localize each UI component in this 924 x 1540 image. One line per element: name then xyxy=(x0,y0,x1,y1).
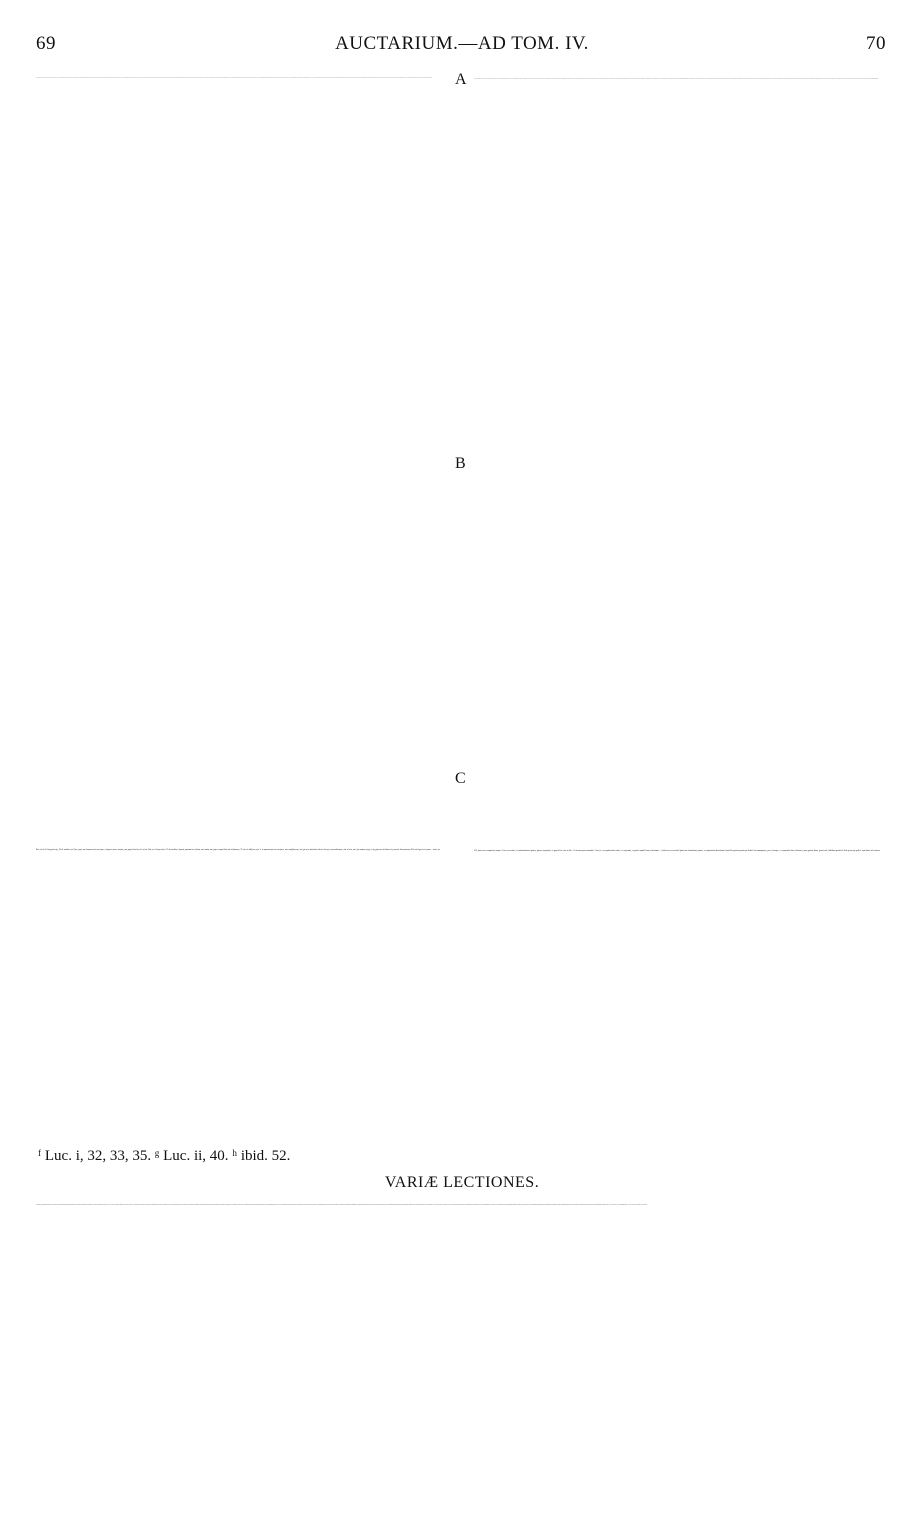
greek-column-continuation: Καὶ νῦν δὲ ὁ Εὐαγγελιστής, Τὸ δὲ παιδίον ηὔ- ξανε, φησί, καὶ ἐκραταιοῦτο πνεύματι, πληρού- μενον σοφίας· καὶ χάρις Θεοῦ ἦν ἐπ' αὐτῷ⁵. Καὶ μετ' ὀλίγα πάλιν· Τὸ δὲ παιδίον⁶ Ἰησοῦς προέκοπτεν ἡλικίᾳ, καὶ σοφίᾳ, καὶ χάριτι παρὰ Θεῷ καὶ ἀνθρώποις. Τί οὖν τὸ αὐξάνον, καὶ τί τὸ κραταιούμενον πνεύματι, καὶ σοφιζόμενον, καὶ χά- ριτι ἀπολαῦον Θεοῦ; θεότης ἡ παντοδύναμος, καὶ τελεία, καὶ τῆς σοφίας πηγὴ, ἡ τῆς χάριτος τὰ δῶρα τοῖς πιστοῖς διανέμουσα; Ἀλλ' οὐκ ἔχον ἐστὶ φύσιν ⁷ τοῦτό γε. xyxy=(36,850,441,851)
page-number-right: 70 xyxy=(866,33,886,54)
greek-column-main xyxy=(36,68,432,91)
page-number-left: 69 xyxy=(36,33,56,54)
running-title: AUCTARIUM.—AD TOM. IV. xyxy=(335,33,589,54)
footnotes: ᶠ Luc. i, 32, 33, 35. ᵍ Luc. ii, 40. ʰ ibid. 52. xyxy=(38,1148,291,1164)
variae-lectiones-text: legebantur. Quæ cum non responderent textui Græco, aliam in ejus locum substituimus interpretationem. Mercatoris vero textum hoc loco subjungere et ex editione Garnerii supplere visum est. « Sed et Gabriel, evangelizans Virgini, sicut Lucas beatus exponit : Ecce, inquit, in utero concipies, et paries Filium, et vocabis nomen ejus Jesum. Hic erit magnus, et Filius Altissimi vocabitur, et dabit illi Deus sedem Davidis patris sui, et regnabit hic super domum Jacob in æternum, et regni ejus non erit finis : ideoque et quod nascetur ex te sanctum, vocabitur Filius Dei. Considerate, quod hic etiam cuncta dicantur humanitus. Erit, inquit, magnus, non dixit, est : et Filius Altissimi vocabitur, non dixit vocatur aut est : non dixit, habet sedem David patris sui; sed dabit ei, et regnabit, non dixit, regnat. Super quos? Super domum Ja- cob; non dixit, super angelos et archangelos. Et iterum, sanctum vocabitur Filius Dei; non dixit, vocatur. Quid ad hæc dicitis, qui veritati proprias passiones præponentes, propter humana certamina Deo præ- lium passi estis inferre? Cui ista conveniunt? Deo? et qui semper est, et regi et sancto, et Filio Dei? an autem templo, quod ex semine David sumptum, et propter unitatem Dei Verbi hæc ipsa promeruit? Non itaque Dei Verbum post nativitatem Virginis magnum futurum esse prædixit, sed templum, quod ex Virgine sanctum assumptum, unitum et connuncupatum etiam ipsum Filius; non ut duos filios adoremus, sed ut in templo visibili Deum invisibilem contuentes, unam illi venerationis gloriam deferamus. » mus. » ⁵ Loco cit. leg. αὐτό. Alii, ἐν αὐτῷ. ⁶ τὸ δὲ παιδ., κ. τ. λ. Aliter l. c. legitur. ⁷ Legendum esse videtur φύσει. xyxy=(36,1205,648,1206)
variae-lectiones-title: VARIÆ LECTIONES. xyxy=(384,1174,540,1191)
latin-column-main xyxy=(474,68,878,91)
margin-mark-a: A xyxy=(455,71,467,88)
margin-mark-c: C xyxy=(455,770,466,787)
margin-mark-b: B xyxy=(455,455,466,472)
latin-column-continuation: 120 Jam vero evangelista inquit : Puer crescebat, et confortabatur spiritu, plenus sapientia, et gratia Dei erat in illo ᵍ. Et iterum post nonnulla : Puer Je- sus proficiebat ætate, et sapientia, et gratia apud Deum et homines ʰ. Quid vero crescebat? quid con- fortabatur spiritu, et sapientiam docebatur? quid Dei gratiæ particeps fiebat? an omnipotens, per- fectaque, et sapientiæ fons, divinitas, quæ gratiæ dona, prout vult, fidelibus partitur? Sed quem ap- pellat, non habet id a natura. xyxy=(474,850,881,852)
